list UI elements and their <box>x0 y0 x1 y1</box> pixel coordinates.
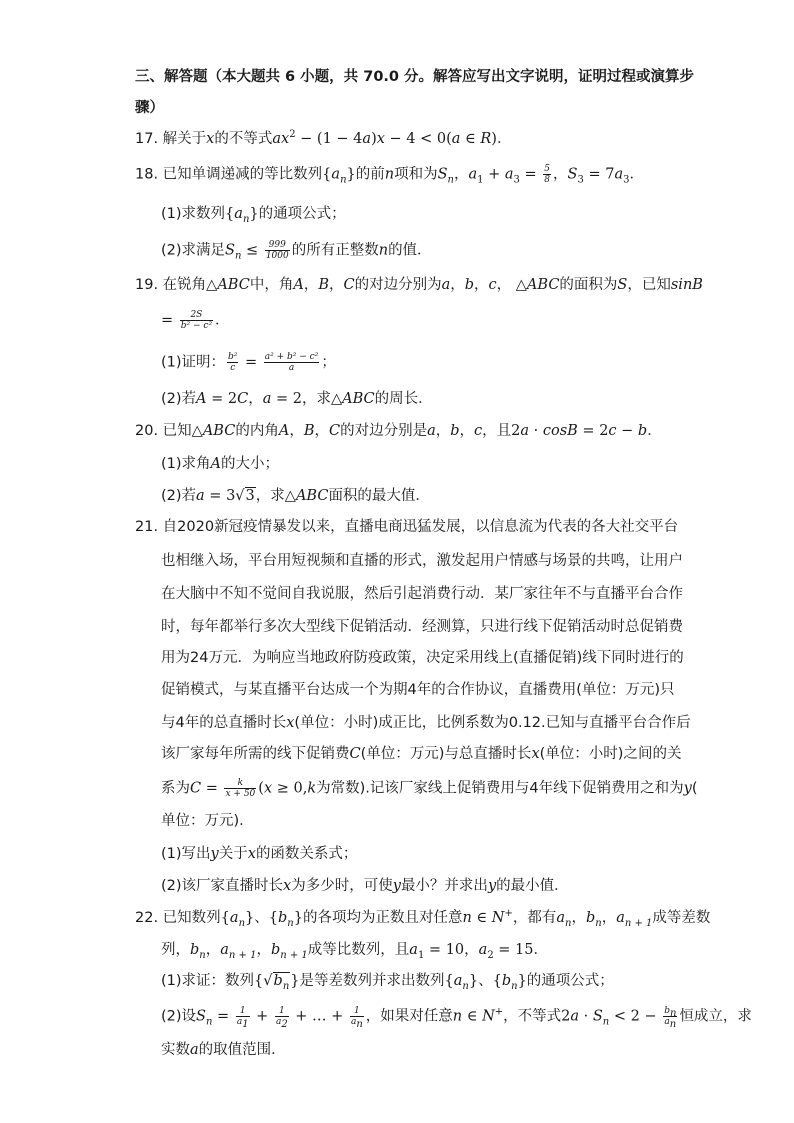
question-19-part-1: (1)证明： $\frac{\text{b²}}{c}$ = $\frac{\text{a² + b² − c²}}{a}$ ； <box>161 352 336 373</box>
question-22-part-2: (2)设$S_n$ = $\frac{1}{a_1}$ + $\frac{1}{a_2}$ + … + $\frac{1}{a_n}$ ，如果对任意n ∈ N+，不等式$2a \cdot S_n < 2$ − $\frac{b_n}{a_n}$ 恒成立，求 <box>161 1006 752 1030</box>
question-21-line: 系为C = $\frac{k}{x + 50}$ (x ≥ 0,k为常数).记该厂家线上促销费用与4年线下促销费用之和为y( <box>161 778 698 799</box>
question-21-line: 也相继入场，平台用短视频和直播的形式，激发起用户情感与场景的共鸣，让用户 <box>161 553 683 569</box>
fraction: $\frac{\text{b²}}{c}$ <box>228 352 238 373</box>
question-19-part-2: (2)若A = 2C，a = 2，求△ABC的周长． <box>161 391 433 407</box>
fraction: $\frac{2S}{\text{b² − c²}}$ <box>180 310 213 331</box>
question-number: 19. <box>135 277 159 293</box>
question-21-line: 该厂家每年所需的线下促销费C(单位：万元)与总直播时长x(单位：小时)之间的关 <box>161 746 682 762</box>
question-21-line: 用为24万元．为响应当地政府防疫政策，决定采用线上(直播促销)线下同时进行的 <box>161 650 684 666</box>
question-19: 19. 在锐角△ABC中，角A，B，C的对边分别为a，b，c， △ABC的面积为S，已知sinB <box>135 277 703 293</box>
question-21-part-1: (1)写出y关于x的函数关系式； <box>161 846 358 862</box>
question-21-line: 与4年的总直播时长x(单位：小时)成正比，比例系数为0.12.已知与直播平台合作后 <box>161 715 691 731</box>
question-22: 22. 已知数列$\{a_n\}$、$\{b_n\}$的各项均为正数且对任意n ∈ N+，都有$a_n$，$b_n$，$a_{n + 1}$成等差数 <box>135 908 711 929</box>
fraction: $\frac{999}{1000}$ <box>265 240 289 261</box>
question-21-line: 在大脑中不知不觉间自我说服，然后引起消费行动．某厂家往年不与直播平台合作 <box>161 586 683 602</box>
question-number: 21. <box>135 519 159 535</box>
section-heading: 三、解答题（本大题共 6 小题，共 70.0 分。解答应写出文字说明，证明过程或演算步 <box>135 69 695 85</box>
section-heading-cont: 骤） <box>135 100 164 116</box>
fraction: $\frac{5}{8}$ <box>544 164 551 185</box>
question-21-line: 促销模式，与某直播平台达成一个为期4年的合作协议，直播费用(单位：万元)只 <box>161 682 675 698</box>
question-22-part-1: (1)求证：数列$\{√b_n\}$是等差数列并求出数列$\{a_n\}$、$\{b_n\}$的通项公式； <box>161 973 614 992</box>
question-20-part-1: (1)求角A的大小； <box>161 456 280 472</box>
question-21-line: 单位：万元)． <box>161 813 254 829</box>
fraction: $\frac{\text{a² + b² − c²}}{a}$ <box>264 352 319 373</box>
question-number: 22. <box>135 910 159 926</box>
question-number: 20. <box>135 423 159 439</box>
question-18-part-1: (1)求数列$\{a_n\}$的通项公式； <box>161 206 346 225</box>
question-22-last: 实数a的取值范围． <box>161 1042 286 1058</box>
question-19-cont: = $\frac{2S}{\text{b² − c²}}$ ． <box>161 310 230 331</box>
question-21-line: 时，每年都举行多次大型线下促销活动．经测算，只进行线下促销活动时总促销费 <box>161 619 683 635</box>
question-21-part-2: (2)该厂家直播时长x为多少时，可使y最小？并求出y的最小值． <box>161 878 569 894</box>
question-22-cont: 列，$b_n$，$a_{n + 1}$，$b_{n + 1}$成等比数列，且$a_1 = 10$，$a_2 = 15$． <box>161 942 549 961</box>
question-18: 18. 已知单调递减的等比数列$\{a_n\}$的前n项和为$S_n$，$a_1 + a_3$ = $\frac{5}{8}$ ，$S_3 = 7a_3$． <box>135 164 644 186</box>
question-18-part-2: (2)求满足$S_n$ ≤ $\frac{999}{1000}$ 的所有正整数n的值． <box>161 240 432 262</box>
question-17: 17. 解关于x的不等式$ax^2 - (1 - 4a)x - 4 < 0(a$ ∈ R)． <box>135 129 512 147</box>
question-21: 21. 自2020新冠疫情暴发以来，直播电商迅猛发展，以信息流为代表的各大社交平台 <box>135 519 679 535</box>
question-number: 18. <box>135 166 159 183</box>
question-20: 20. 已知△ABC的内角A，B，C的对边分别是a，b，c，且2a · cosB = 2c − b． <box>135 423 662 439</box>
question-number: 17. <box>135 131 159 147</box>
question-20-part-2: (2)若a = 3√3，求△ABC面积的最大值． <box>161 488 430 504</box>
fraction: $\frac{k}{x + 50}$ <box>225 778 256 799</box>
